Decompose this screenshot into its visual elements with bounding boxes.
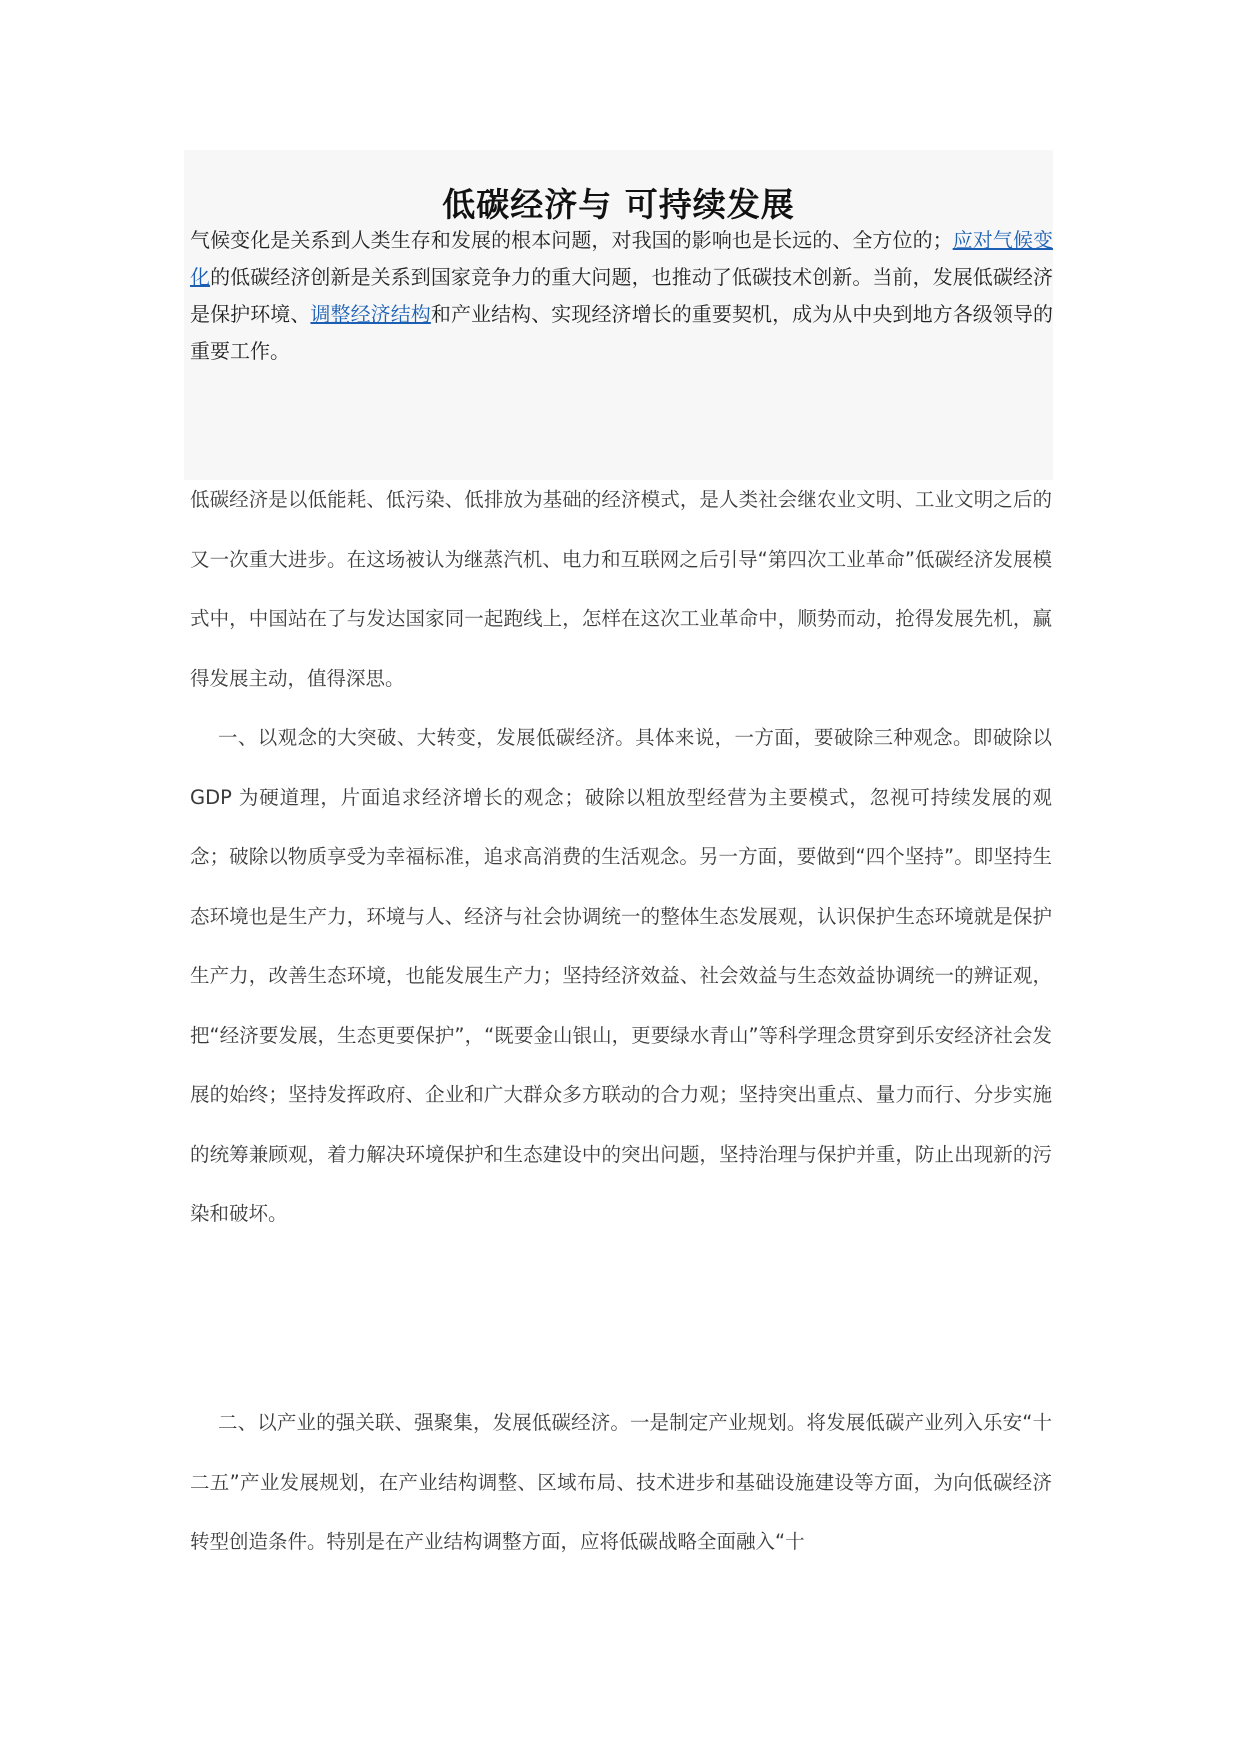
- intro-text-1: 气候变化是关系到人类生存和发展的根本问题，对我国的影响也是长远的、全方位的；: [190, 228, 953, 252]
- body-paragraph-3: 二、以产业的强关联、强聚集，发展低碳经济。一是制定产业规划。将发展低碳产业列入乐安“十二五”产业发展规划，在产业结构调整、区域布局、技术进步和基础设施建设等方面，为向低碳经济转型创造条件。特别是在产业结构调整方面，应将低碳战略全面融入“十: [190, 1411, 1052, 1553]
- link-economic-structure[interactable]: 调整经济结构: [310, 302, 431, 326]
- body-paragraph-1: 低碳经济是以低能耗、低污染、低排放为基础的经济模式，是人类社会继农业文明、工业文明之后的又一次重大进步。在这场被认为继蒸汽机、电力和互联网之后引导“第四次工业革命”低碳经济发展模式中，中国站在了与发达国家同一起跑线上，怎样在这次工业革命中，顺势而动，抢得发展先机，赢得发展主动，值得深思。: [190, 488, 1052, 690]
- intro-text-2: 的低碳经济创新是关系到国家竞争力的重大问题，也推动了低碳技术创新。当前，发展低碳经济是保护环境、: [190, 265, 1054, 326]
- link-climate-change[interactable]: 应对气候变化: [190, 228, 1054, 289]
- document-title: 低碳经济与 可持续发展: [442, 185, 795, 225]
- intro-paragraph: [190, 222, 1053, 370]
- body-paragraph-2: 一、以观念的大突破、大转变，发展低碳经济。具体来说，一方面，要破除三种观念。即破除以 GDP 为硬道理，片面追求经济增长的观念；破除以粗放型经营为主要模式，忽视可持续发展的观念；破除以物质享受为幸福标准，追求高消费的生活观念。另一方面，要做到“四个坚持”。即坚持生态环境也是生产力，环境与人、经济与社会协调统一的整体生态发展观，认识保护生态环境就是保护生产力，改善生态环境，也能发展生产力；坚持经济效益、社会效益与生态效益协调统一的辨证观，把“经济要发展，生态更要保护”，“既要金山银山，更要绿水青山”等科学理念贯穿到乐安经济社会发展的始终；坚持发挥政府、企业和广大群众多方联动的合力观；坚持突出重点、量力而行、分步实施的统筹兼顾观，着力解决环境保护和生态建设中的突出问题，坚持治理与保护并重，防止出现新的污染和破坏。: [190, 726, 1052, 1225]
- intro-text-3: 和产业结构、实现经济增长的重要契机，成为从中央到地方各级领导的重要工作。: [190, 302, 1054, 363]
